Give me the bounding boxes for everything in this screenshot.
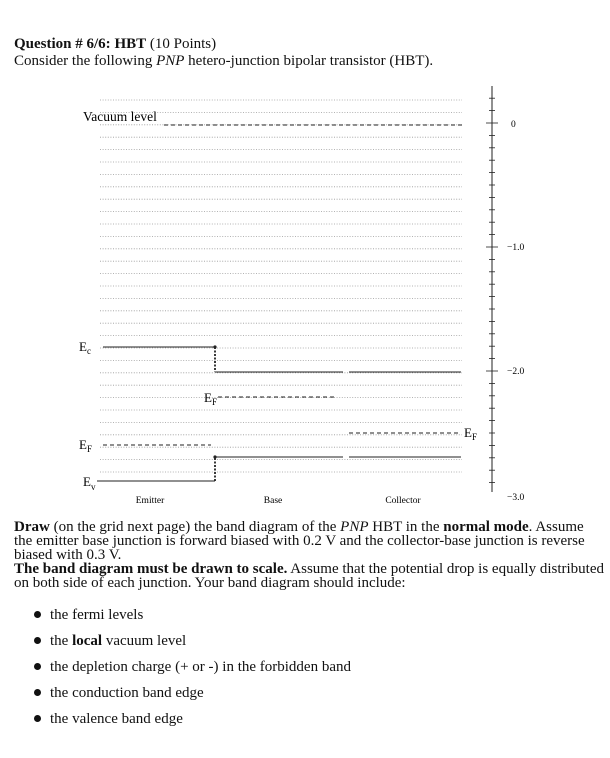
bullet-icon: [34, 663, 41, 670]
emitter-ef-label: $E_F$: [79, 437, 92, 454]
list-item: the local vacuum level: [34, 632, 351, 658]
vacuum-level-label: Vacuum level: [83, 109, 157, 124]
scale-label-1: −1.0: [507, 243, 525, 253]
list-item: the conduction band edge: [34, 684, 351, 710]
bullet-icon: [34, 611, 41, 618]
requirements-list: [34, 606, 351, 736]
device-type: PNP: [156, 53, 185, 69]
instructions-paragraph: Draw (on the grid next page) the band diagram of the PNP HBT in the normal mode. Assume the emitter base junction is forward biased with 0.2 V and the collector-base junction is reverse biased with 0.3 V.: [14, 519, 585, 563]
question-points: (10 Points): [149, 36, 217, 52]
ev-label: $E_v$: [83, 474, 96, 492]
dotted-grid: [100, 100, 462, 472]
bullet-icon: [34, 689, 41, 696]
list-item: the depletion charge (+ or -) in the forbidden band: [34, 658, 351, 684]
normal-mode: normal mode: [443, 519, 529, 535]
question-intro: Consider the following PNP hetero-junction bipolar transistor (HBT).: [14, 53, 434, 69]
question-number: Question # 6/6:: [14, 36, 111, 52]
scale-paragraph: The band diagram must be drawn to scale. Assume that the potential drop is equally distributed on both side of each junction. Your band diagram should include:: [14, 561, 604, 591]
ec-label: $E_c$: [79, 339, 91, 356]
scale-label-3: −3.0: [507, 493, 525, 503]
scale-note: The band diagram must be drawn to scale.: [14, 561, 288, 577]
bullet-icon: [34, 715, 41, 722]
base-ef-label: $E_F$: [204, 390, 217, 407]
list-item: the fermi levels: [34, 606, 351, 632]
region-collector: Collector: [385, 496, 421, 506]
draw-word: Draw: [14, 519, 50, 535]
collector-ef-label: $E_F$: [464, 425, 477, 442]
energy-scale-axis: [486, 86, 524, 503]
scale-label-2: −2.0: [507, 367, 525, 377]
scale-label-0: 0: [511, 120, 516, 130]
question-topic: HBT: [114, 36, 147, 52]
region-emitter: Emitter: [135, 496, 165, 506]
list-item: the valence band edge: [34, 710, 351, 736]
eb-junction-dot: [213, 345, 216, 348]
region-base: Base: [263, 496, 283, 506]
bullet-icon: [34, 637, 41, 644]
